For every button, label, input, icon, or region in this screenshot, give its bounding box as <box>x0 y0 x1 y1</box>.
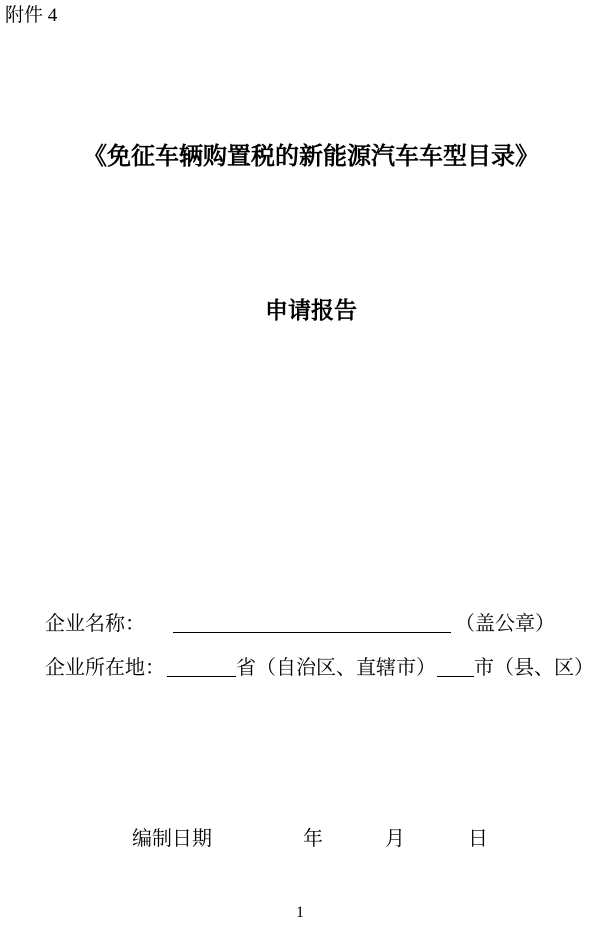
month-label: 月 <box>385 828 405 850</box>
compilation-date-label: 编制日期 <box>132 828 212 850</box>
city-blank-field <box>437 656 474 677</box>
official-seal-note: （盖公章） <box>455 613 555 635</box>
company-location-label: 企业所在地： <box>45 657 165 679</box>
attachment-label: 附件 4 <box>5 5 58 26</box>
compilation-date-line <box>132 826 488 852</box>
province-blank-field <box>167 656 236 677</box>
company-name-label: 企业名称： <box>45 613 145 635</box>
company-name-blank-field <box>173 612 451 633</box>
document-title: 《免征车辆购置税的新能源汽车车型目录》 <box>83 143 539 170</box>
company-name-line <box>45 611 555 637</box>
city-segment-label: 市（县、区） <box>474 657 594 679</box>
company-location-line <box>45 655 594 681</box>
day-label: 日 <box>468 828 488 850</box>
page-number: 1 <box>296 904 304 921</box>
report-title: 申请报告 <box>265 297 357 323</box>
province-segment-label: 省（自治区、直辖市） <box>236 657 436 679</box>
year-label: 年 <box>303 828 323 850</box>
